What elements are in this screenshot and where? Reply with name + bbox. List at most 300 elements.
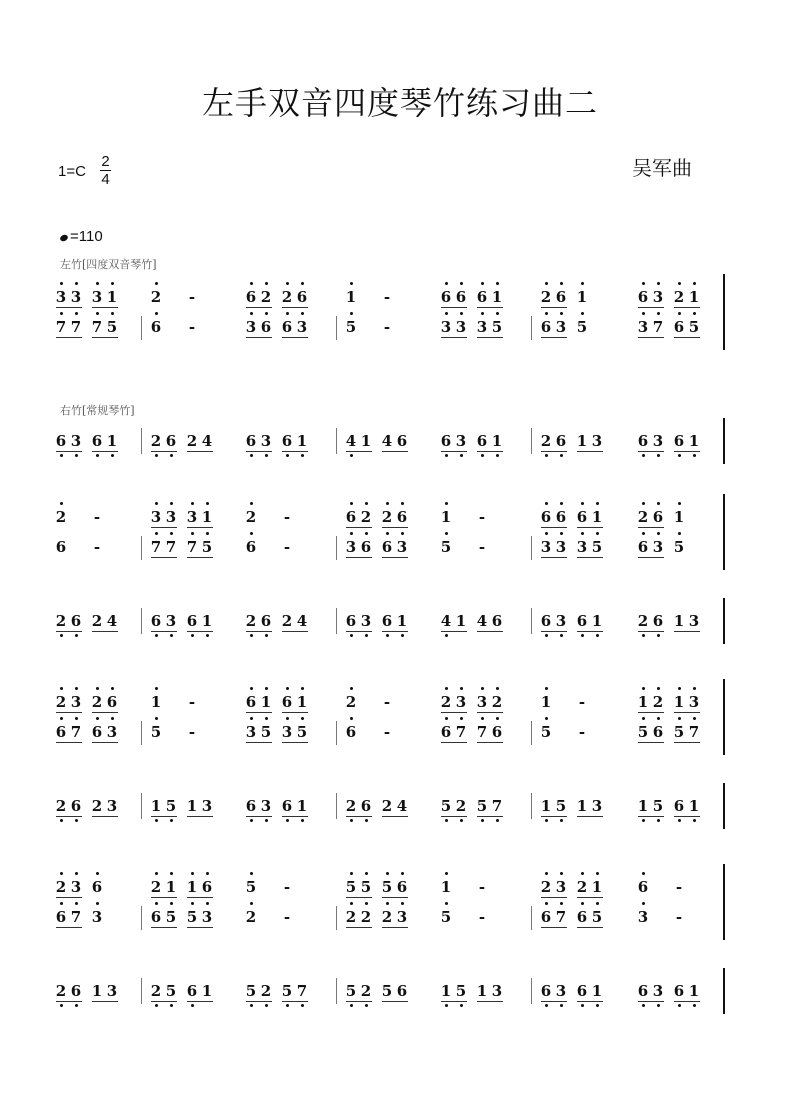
note-digit: - [675, 908, 683, 926]
note [165, 878, 177, 896]
note-digit: 6 [91, 432, 103, 450]
high-octave-dot [250, 502, 253, 505]
high-octave-dot [365, 532, 368, 535]
high-octave-dot [560, 532, 563, 535]
high-octave-dot [481, 312, 484, 315]
note [345, 797, 357, 815]
note [165, 432, 177, 450]
note-digit: 6 [381, 612, 393, 630]
note [345, 432, 357, 450]
underline [346, 897, 372, 898]
high-octave-dot [155, 687, 158, 690]
note [360, 612, 372, 630]
note [106, 723, 118, 741]
underline [541, 897, 567, 898]
note-digit: 3 [106, 797, 118, 815]
note-digit: 5 [165, 982, 177, 1000]
note-digit: 1 [673, 612, 685, 630]
note [673, 432, 685, 450]
note [673, 612, 685, 630]
low-octave-dot [460, 819, 463, 822]
note-digit: - [383, 693, 391, 711]
underline [346, 527, 372, 528]
note [673, 318, 685, 336]
note-digit: 6 [55, 908, 67, 926]
low-octave-dot [350, 1004, 353, 1007]
barline [336, 536, 337, 560]
note [491, 612, 503, 630]
barline [336, 978, 337, 1004]
high-octave-dot [170, 902, 173, 905]
note [281, 982, 293, 1000]
note [540, 982, 552, 1000]
note [652, 538, 664, 556]
note-digit: 2 [637, 612, 649, 630]
note-digit: 2 [281, 288, 293, 306]
note-digit: 2 [540, 432, 552, 450]
note [165, 908, 177, 926]
note [91, 982, 103, 1000]
note-digit: 2 [150, 878, 162, 896]
underline [151, 897, 177, 898]
low-octave-dot [657, 634, 660, 637]
quarter-note-icon [59, 234, 69, 243]
note-digit: 2 [576, 878, 588, 896]
high-octave-dot [596, 532, 599, 535]
note-digit: 1 [688, 432, 700, 450]
high-octave-dot [191, 502, 194, 505]
note [55, 538, 67, 556]
note-digit: 6 [245, 797, 257, 815]
barline [141, 793, 142, 819]
note [245, 982, 257, 1000]
note [396, 797, 408, 815]
note-digit: 1 [673, 693, 685, 711]
note-digit: 6 [245, 538, 257, 556]
note-digit: 3 [201, 797, 213, 815]
note-digit: 5 [652, 797, 664, 815]
note [296, 432, 308, 450]
underline [92, 712, 118, 713]
note-digit: 4 [476, 612, 488, 630]
high-octave-dot [350, 282, 353, 285]
low-octave-dot [75, 634, 78, 637]
note-digit: 3 [396, 538, 408, 556]
underline [638, 451, 664, 452]
note [455, 288, 467, 306]
high-octave-dot [581, 282, 584, 285]
note [455, 612, 467, 630]
dash [91, 538, 103, 556]
dash [281, 878, 293, 896]
low-octave-dot [678, 819, 681, 822]
underline [441, 307, 467, 308]
note [360, 878, 372, 896]
note-digit: 4 [106, 612, 118, 630]
note-digit: 3 [455, 693, 467, 711]
low-octave-dot [642, 454, 645, 457]
note-digit: 2 [55, 982, 67, 1000]
note [186, 797, 198, 815]
high-octave-dot [250, 872, 253, 875]
barline [531, 608, 532, 634]
low-octave-dot [693, 1004, 696, 1007]
low-octave-dot [678, 454, 681, 457]
barline [336, 428, 337, 454]
note [281, 612, 293, 630]
underline [382, 451, 408, 452]
underline [151, 631, 177, 632]
note-digit: - [383, 288, 391, 306]
underline [92, 337, 118, 338]
note-digit: 6 [281, 693, 293, 711]
underline [441, 816, 467, 817]
low-octave-dot [445, 819, 448, 822]
barline [336, 608, 337, 634]
note-digit: 6 [345, 612, 357, 630]
note [201, 508, 213, 526]
high-octave-dot [545, 282, 548, 285]
low-octave-dot [545, 634, 548, 637]
high-octave-dot [286, 717, 289, 720]
note [55, 318, 67, 336]
underline [674, 451, 700, 452]
note [345, 508, 357, 526]
low-octave-dot [678, 1004, 681, 1007]
note-digit: 3 [55, 288, 67, 306]
note-digit: 6 [91, 723, 103, 741]
high-octave-dot [545, 687, 548, 690]
high-octave-dot [111, 687, 114, 690]
note-digit: 6 [296, 288, 308, 306]
high-octave-dot [445, 872, 448, 875]
note-digit: 6 [540, 508, 552, 526]
high-octave-dot [560, 282, 563, 285]
note [540, 693, 552, 711]
note-digit: 3 [555, 318, 567, 336]
underline [477, 451, 503, 452]
underline [92, 742, 118, 743]
high-octave-dot [581, 312, 584, 315]
note [637, 508, 649, 526]
underline [477, 742, 503, 743]
note [440, 797, 452, 815]
high-octave-dot [191, 902, 194, 905]
note [70, 318, 82, 336]
note [106, 288, 118, 306]
time-signature: 2 4 [101, 153, 110, 188]
note [555, 508, 567, 526]
low-octave-dot [191, 1004, 194, 1007]
high-octave-dot [596, 902, 599, 905]
note-digit: 6 [540, 612, 552, 630]
underline [92, 451, 118, 452]
note [576, 432, 588, 450]
low-octave-dot [265, 634, 268, 637]
high-octave-dot [545, 532, 548, 535]
high-octave-dot [60, 872, 63, 875]
note-digit: 7 [165, 538, 177, 556]
note-digit: 3 [637, 908, 649, 926]
low-octave-dot [75, 1004, 78, 1007]
underline [477, 1001, 503, 1002]
note-digit: 4 [396, 797, 408, 815]
note [55, 878, 67, 896]
underline [541, 557, 567, 558]
high-octave-dot [560, 902, 563, 905]
underline [346, 1001, 372, 1002]
note [150, 318, 162, 336]
note [296, 318, 308, 336]
high-octave-dot [560, 312, 563, 315]
note [637, 797, 649, 815]
note-digit: 6 [476, 288, 488, 306]
dash [576, 693, 588, 711]
note [491, 982, 503, 1000]
low-octave-dot [642, 1004, 645, 1007]
high-octave-dot [545, 902, 548, 905]
note [281, 288, 293, 306]
barline [141, 906, 142, 930]
dash [281, 538, 293, 556]
note-digit: 7 [70, 723, 82, 741]
low-octave-dot [496, 819, 499, 822]
note [201, 612, 213, 630]
high-octave-dot [191, 532, 194, 535]
note-digit: 2 [652, 693, 664, 711]
underline [246, 451, 272, 452]
underline [577, 897, 603, 898]
note-digit: 1 [165, 878, 177, 896]
note-digit: 3 [652, 432, 664, 450]
low-octave-dot [250, 819, 253, 822]
note [281, 797, 293, 815]
low-octave-dot [642, 634, 645, 637]
note [688, 318, 700, 336]
note-digit: 5 [345, 318, 357, 336]
note-digit: 6 [576, 908, 588, 926]
high-octave-dot [301, 282, 304, 285]
note-digit: 2 [245, 908, 257, 926]
note [91, 693, 103, 711]
note-digit: 3 [165, 508, 177, 526]
note-digit: - [93, 508, 101, 526]
high-octave-dot [657, 532, 660, 535]
note-digit: - [578, 723, 586, 741]
note-digit: 3 [186, 508, 198, 526]
note [540, 612, 552, 630]
note [245, 432, 257, 450]
low-octave-dot [460, 1004, 463, 1007]
note [360, 538, 372, 556]
note-digit: 3 [70, 432, 82, 450]
low-octave-dot [560, 819, 563, 822]
note-digit: 1 [260, 693, 272, 711]
note-digit: 1 [186, 878, 198, 896]
high-octave-dot [75, 687, 78, 690]
underline [346, 451, 372, 452]
high-octave-dot [155, 532, 158, 535]
note [91, 797, 103, 815]
underline [56, 816, 82, 817]
note [652, 723, 664, 741]
underline [151, 927, 177, 928]
note [55, 288, 67, 306]
note [476, 318, 488, 336]
high-octave-dot [460, 312, 463, 315]
note-digit: 3 [476, 693, 488, 711]
note [150, 288, 162, 306]
high-octave-dot [445, 717, 448, 720]
note [652, 432, 664, 450]
low-octave-dot [170, 1004, 173, 1007]
note [91, 908, 103, 926]
dash [186, 288, 198, 306]
note [345, 318, 357, 336]
note-digit: 6 [55, 432, 67, 450]
note [281, 723, 293, 741]
note-digit: 5 [165, 908, 177, 926]
note [591, 908, 603, 926]
barline [531, 428, 532, 454]
underline [282, 816, 308, 817]
note [165, 612, 177, 630]
high-octave-dot [642, 687, 645, 690]
high-octave-dot [678, 717, 681, 720]
note-digit: 1 [91, 982, 103, 1000]
dash [281, 908, 293, 926]
note-digit: 3 [652, 982, 664, 1000]
note [652, 982, 664, 1000]
low-octave-dot [96, 454, 99, 457]
underline [246, 631, 272, 632]
note-digit: 6 [555, 288, 567, 306]
note-digit: 3 [637, 318, 649, 336]
high-octave-dot [445, 687, 448, 690]
low-octave-dot [75, 819, 78, 822]
note-digit: - [283, 508, 291, 526]
note-digit: 5 [455, 982, 467, 1000]
underline [246, 307, 272, 308]
barline [141, 608, 142, 634]
note-digit: 5 [688, 318, 700, 336]
high-octave-dot [60, 312, 63, 315]
note-digit: 6 [55, 538, 67, 556]
high-octave-dot [286, 282, 289, 285]
note-digit: 5 [260, 723, 272, 741]
underline [282, 337, 308, 338]
note-digit: 6 [396, 982, 408, 1000]
note [540, 538, 552, 556]
note-digit: 1 [688, 288, 700, 306]
underline [187, 897, 213, 898]
note-digit: 5 [345, 982, 357, 1000]
note-digit: 7 [688, 723, 700, 741]
high-octave-dot [286, 687, 289, 690]
note [652, 318, 664, 336]
note-digit: 5 [186, 908, 198, 926]
note [555, 982, 567, 1000]
note [476, 693, 488, 711]
low-octave-dot [155, 819, 158, 822]
note-digit: 2 [55, 612, 67, 630]
note [345, 612, 357, 630]
note [555, 908, 567, 926]
low-octave-dot [301, 454, 304, 457]
note [296, 288, 308, 306]
high-octave-dot [445, 502, 448, 505]
note [70, 908, 82, 926]
underline [577, 527, 603, 528]
underline [56, 712, 82, 713]
note-digit: 3 [555, 982, 567, 1000]
note [576, 538, 588, 556]
note-digit: 1 [106, 288, 118, 306]
barline [531, 793, 532, 819]
underline [674, 712, 700, 713]
note-digit: 6 [396, 878, 408, 896]
final-barline [723, 598, 725, 644]
note [345, 982, 357, 1000]
note-digit: 2 [260, 982, 272, 1000]
note-digit: 3 [165, 612, 177, 630]
note-digit: 6 [440, 432, 452, 450]
underline [638, 307, 664, 308]
note-digit: 1 [440, 878, 452, 896]
low-octave-dot [581, 634, 584, 637]
underline [577, 451, 603, 452]
high-octave-dot [496, 282, 499, 285]
note-digit: 3 [591, 797, 603, 815]
note-digit: 2 [360, 982, 372, 1000]
note-digit: 1 [201, 508, 213, 526]
dash [673, 908, 685, 926]
high-octave-dot [60, 282, 63, 285]
note [673, 723, 685, 741]
note [245, 693, 257, 711]
note-digit: 6 [70, 797, 82, 815]
high-octave-dot [60, 902, 63, 905]
underline [638, 527, 664, 528]
underline [441, 1001, 467, 1002]
note [245, 538, 257, 556]
high-octave-dot [250, 902, 253, 905]
note-digit: 7 [296, 982, 308, 1000]
note-digit: 3 [150, 508, 162, 526]
note [440, 288, 452, 306]
note [440, 432, 452, 450]
note [186, 432, 198, 450]
low-octave-dot [445, 1004, 448, 1007]
high-octave-dot [75, 717, 78, 720]
underline [187, 527, 213, 528]
low-octave-dot [581, 1004, 584, 1007]
underline [382, 927, 408, 928]
low-octave-dot [596, 634, 599, 637]
note-digit: 2 [673, 288, 685, 306]
note [455, 797, 467, 815]
high-octave-dot [642, 502, 645, 505]
high-octave-dot [350, 502, 353, 505]
underline [56, 631, 82, 632]
underline [577, 557, 603, 558]
note-digit: 2 [345, 693, 357, 711]
note-digit: 3 [245, 723, 257, 741]
note-digit: 1 [637, 693, 649, 711]
note [70, 723, 82, 741]
high-octave-dot [581, 902, 584, 905]
underline [92, 816, 118, 817]
